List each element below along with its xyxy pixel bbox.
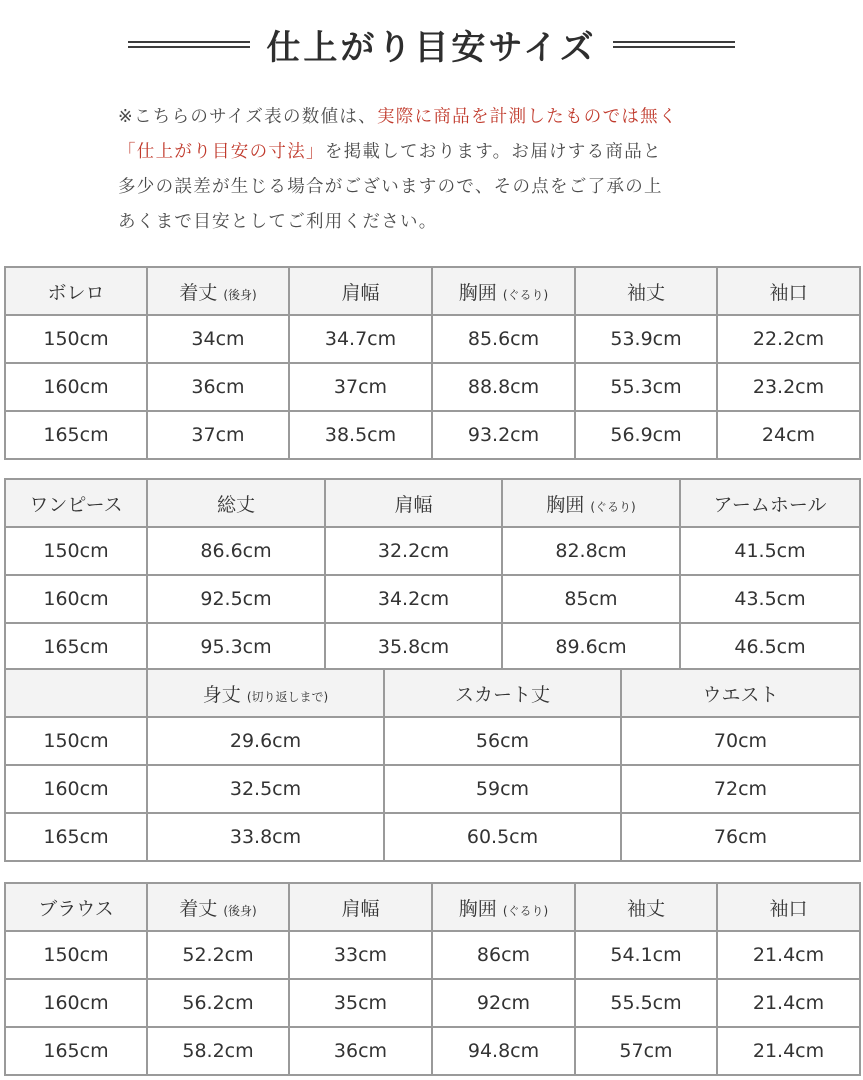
measurement-cell: 89.6cm	[502, 623, 680, 671]
page-header	[0, 16, 863, 72]
measurement-cell: 93.2cm	[432, 411, 575, 459]
header-label: ボレロ	[47, 281, 105, 304]
column-header	[680, 479, 860, 527]
measurement-cell: 21.4cm	[717, 931, 860, 979]
measurement-cell: 21.4cm	[717, 979, 860, 1027]
measurement-cell: 55.5cm	[575, 979, 717, 1027]
header-row	[5, 267, 860, 315]
header-note: (後身)	[223, 903, 257, 918]
measurement-cell: 92.5cm	[147, 575, 325, 623]
measurement-cell: 72cm	[621, 765, 860, 813]
header-label: 着丈	[179, 897, 218, 920]
measurement-cell: 35.8cm	[325, 623, 502, 671]
header-label: 袖口	[769, 281, 808, 304]
title-rule-right	[613, 41, 735, 48]
notice-line-3: 多少の誤差が生じる場合がございますので、その点をご了承の上	[118, 177, 663, 197]
measurement-cell: 35cm	[289, 979, 432, 1027]
header-note: (ぐるり)	[502, 903, 549, 918]
header-label: ワンピース	[29, 493, 123, 516]
notice-line-2	[118, 135, 768, 170]
header-label: 総丈	[216, 493, 255, 516]
column-header	[575, 883, 717, 931]
table-row	[5, 411, 860, 459]
size-label-cell: 150cm	[5, 527, 147, 575]
table-row	[5, 717, 860, 765]
notice-line-1	[118, 100, 768, 135]
column-header	[147, 883, 289, 931]
table-row	[5, 813, 860, 861]
header-label: ブラウス	[38, 897, 114, 920]
onepiece-detail-body	[5, 669, 860, 861]
measurement-cell: 22.2cm	[717, 315, 860, 363]
measurement-cell: 43.5cm	[680, 575, 860, 623]
size-label-cell: 165cm	[5, 623, 147, 671]
measurement-cell: 36cm	[147, 363, 289, 411]
bolero-table-body	[5, 267, 860, 459]
measurement-cell: 85.6cm	[432, 315, 575, 363]
measurement-cell: 34.2cm	[325, 575, 502, 623]
table-row	[5, 363, 860, 411]
measurement-cell: 29.6cm	[147, 717, 384, 765]
measurement-cell: 37cm	[147, 411, 289, 459]
blouse-size-table	[4, 882, 861, 1076]
header-label: 肩幅	[394, 493, 433, 516]
notice-line-4: あくまで目安としてご利用ください。	[118, 212, 438, 232]
notice-highlight: 「仕上がり目安の寸法」	[118, 142, 325, 162]
onepiece-table-body	[5, 479, 860, 671]
notice-text: ※こちらのサイズ表の数値は、	[118, 107, 377, 127]
title-rule-left	[128, 41, 250, 48]
table-row	[5, 1027, 860, 1075]
header-label: 着丈	[179, 281, 218, 304]
garment-label	[5, 479, 147, 527]
size-label-cell: 165cm	[5, 813, 147, 861]
measurement-cell: 37cm	[289, 363, 432, 411]
measurement-cell: 56.9cm	[575, 411, 717, 459]
column-header	[432, 267, 575, 315]
table-row	[5, 575, 860, 623]
header-label: 胸囲	[458, 897, 497, 920]
measurement-cell: 95.3cm	[147, 623, 325, 671]
size-label-cell: 160cm	[5, 575, 147, 623]
onepiece-detail-table	[4, 668, 861, 862]
header-label: 身丈	[202, 683, 241, 706]
header-row	[5, 479, 860, 527]
table-row	[5, 623, 860, 671]
column-header	[384, 669, 621, 717]
size-notice	[118, 100, 768, 240]
measurement-cell: 55.3cm	[575, 363, 717, 411]
measurement-cell: 82.8cm	[502, 527, 680, 575]
column-header	[147, 669, 384, 717]
measurement-cell: 58.2cm	[147, 1027, 289, 1075]
measurement-cell: 59cm	[384, 765, 621, 813]
column-header	[432, 883, 575, 931]
measurement-cell: 76cm	[621, 813, 860, 861]
bolero-size-table	[4, 266, 861, 460]
measurement-cell: 56cm	[384, 717, 621, 765]
measurement-cell: 57cm	[575, 1027, 717, 1075]
header-note: (後身)	[223, 287, 257, 302]
measurement-cell: 56.2cm	[147, 979, 289, 1027]
measurement-cell: 38.5cm	[289, 411, 432, 459]
size-label-cell: 165cm	[5, 411, 147, 459]
column-header	[325, 479, 502, 527]
column-header	[502, 479, 680, 527]
header-label: スカート丈	[454, 683, 550, 706]
header-label: 胸囲	[458, 281, 497, 304]
header-label: ウエスト	[702, 683, 779, 706]
column-header	[621, 669, 860, 717]
measurement-cell: 33cm	[289, 931, 432, 979]
table-row	[5, 931, 860, 979]
header-label: アームホール	[713, 493, 827, 516]
measurement-cell: 88.8cm	[432, 363, 575, 411]
size-label-cell: 160cm	[5, 363, 147, 411]
garment-label	[5, 883, 147, 931]
size-label-cell: 160cm	[5, 765, 147, 813]
notice-highlight: 実際に商品を計測したものでは無く	[376, 107, 678, 127]
header-note: (ぐるり)	[502, 287, 549, 302]
measurement-cell: 53.9cm	[575, 315, 717, 363]
column-header	[147, 267, 289, 315]
header-note: (切り返しまで)	[246, 689, 329, 704]
header-label: 袖丈	[626, 281, 665, 304]
header-label: 肩幅	[341, 281, 380, 304]
header-row	[5, 883, 860, 931]
measurement-cell: 60.5cm	[384, 813, 621, 861]
header-label: 肩幅	[341, 897, 380, 920]
blouse-table-body	[5, 883, 860, 1075]
size-label-cell: 150cm	[5, 717, 147, 765]
header-label: 胸囲	[546, 493, 585, 516]
column-header	[289, 883, 432, 931]
measurement-cell: 85cm	[502, 575, 680, 623]
header-note: (ぐるり)	[590, 499, 636, 514]
measurement-cell: 46.5cm	[680, 623, 860, 671]
page-title: 仕上がり目安サイズ	[266, 27, 597, 68]
header-row	[5, 669, 860, 717]
table-row	[5, 765, 860, 813]
measurement-cell: 34.7cm	[289, 315, 432, 363]
size-label-cell: 160cm	[5, 979, 147, 1027]
header-label: 袖丈	[626, 897, 665, 920]
measurement-cell: 94.8cm	[432, 1027, 575, 1075]
size-label-cell: 150cm	[5, 931, 147, 979]
size-label-cell: 165cm	[5, 1027, 147, 1075]
measurement-cell: 34cm	[147, 315, 289, 363]
measurement-cell: 32.5cm	[147, 765, 384, 813]
header-label: 袖口	[769, 897, 808, 920]
measurement-cell: 86cm	[432, 931, 575, 979]
column-header	[289, 267, 432, 315]
column-header	[717, 267, 860, 315]
measurement-cell: 70cm	[621, 717, 860, 765]
column-header	[717, 883, 860, 931]
garment-label	[5, 267, 147, 315]
table-row	[5, 315, 860, 363]
measurement-cell: 36cm	[289, 1027, 432, 1075]
measurement-cell: 23.2cm	[717, 363, 860, 411]
measurement-cell: 41.5cm	[680, 527, 860, 575]
diagonal-corner-cell	[5, 669, 147, 717]
measurement-cell: 33.8cm	[147, 813, 384, 861]
table-row	[5, 979, 860, 1027]
column-header	[147, 479, 325, 527]
measurement-cell: 24cm	[717, 411, 860, 459]
onepiece-size-table	[4, 478, 861, 672]
measurement-cell: 52.2cm	[147, 931, 289, 979]
measurement-cell: 54.1cm	[575, 931, 717, 979]
column-header	[575, 267, 717, 315]
measurement-cell: 92cm	[432, 979, 575, 1027]
notice-text: を掲載しております。お届けする商品と	[324, 142, 662, 162]
measurement-cell: 21.4cm	[717, 1027, 860, 1075]
measurement-cell: 86.6cm	[147, 527, 325, 575]
size-label-cell: 150cm	[5, 315, 147, 363]
measurement-cell: 32.2cm	[325, 527, 502, 575]
table-row	[5, 527, 860, 575]
